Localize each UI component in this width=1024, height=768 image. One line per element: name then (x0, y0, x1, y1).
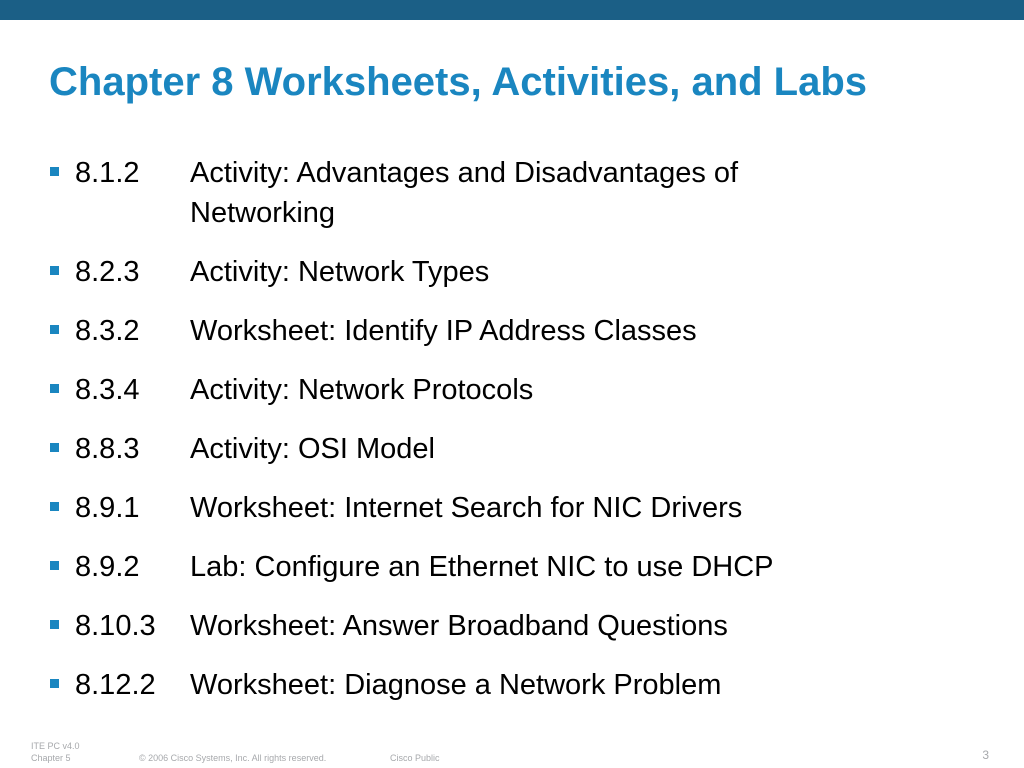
list-item (50, 488, 860, 528)
list-item (50, 370, 860, 410)
footer-copyright: © 2006 Cisco Systems, Inc. All rights reserved. (139, 753, 327, 763)
list-item (50, 311, 860, 351)
square-bullet-icon (50, 620, 59, 629)
item-number: 8.3.4 (75, 374, 140, 406)
list-item (50, 153, 860, 233)
slide-footer (0, 740, 1024, 768)
item-number: 8.12.2 (75, 669, 156, 701)
list-item (50, 429, 860, 469)
activity-list (50, 153, 860, 724)
square-bullet-icon (50, 443, 59, 452)
square-bullet-icon (50, 325, 59, 334)
footer-course: ITE PC v4.0 (31, 741, 80, 751)
item-text: Worksheet: Diagnose a Network Problem (190, 669, 722, 701)
item-number: 8.2.3 (75, 256, 140, 288)
list-item (50, 606, 860, 646)
page-number: 3 (982, 748, 989, 762)
item-number: 8.8.3 (75, 433, 140, 465)
square-bullet-icon (50, 384, 59, 393)
square-bullet-icon (50, 561, 59, 570)
item-text: Activity: Advantages and Disadvantages of Networking (190, 157, 739, 229)
square-bullet-icon (50, 679, 59, 688)
list-item (50, 547, 860, 587)
item-text: Worksheet: Identify IP Address Classes (190, 315, 697, 347)
item-number: 8.9.2 (75, 551, 140, 583)
footer-chapter: Chapter 5 (31, 753, 71, 763)
list-item (50, 252, 860, 292)
footer-classification: Cisco Public (390, 753, 440, 763)
item-number: 8.9.1 (75, 492, 140, 524)
item-text: Activity: Network Protocols (190, 374, 534, 406)
square-bullet-icon (50, 167, 59, 176)
item-text: Worksheet: Answer Broadband Questions (190, 610, 728, 642)
list-item (50, 665, 860, 705)
item-number: 8.3.2 (75, 315, 140, 347)
top-banner (0, 0, 1024, 20)
square-bullet-icon (50, 502, 59, 511)
slide-title: Chapter 8 Worksheets, Activities, and Labs (49, 60, 868, 104)
item-text: Lab: Configure an Ethernet NIC to use DHCP (190, 551, 774, 583)
item-number: 8.1.2 (75, 157, 140, 189)
item-text: Activity: Network Types (190, 256, 490, 288)
square-bullet-icon (50, 266, 59, 275)
item-text: Worksheet: Internet Search for NIC Drivers (190, 492, 743, 524)
item-number: 8.10.3 (75, 610, 156, 642)
footer-course-info (31, 740, 80, 764)
item-text: Activity: OSI Model (190, 433, 435, 465)
